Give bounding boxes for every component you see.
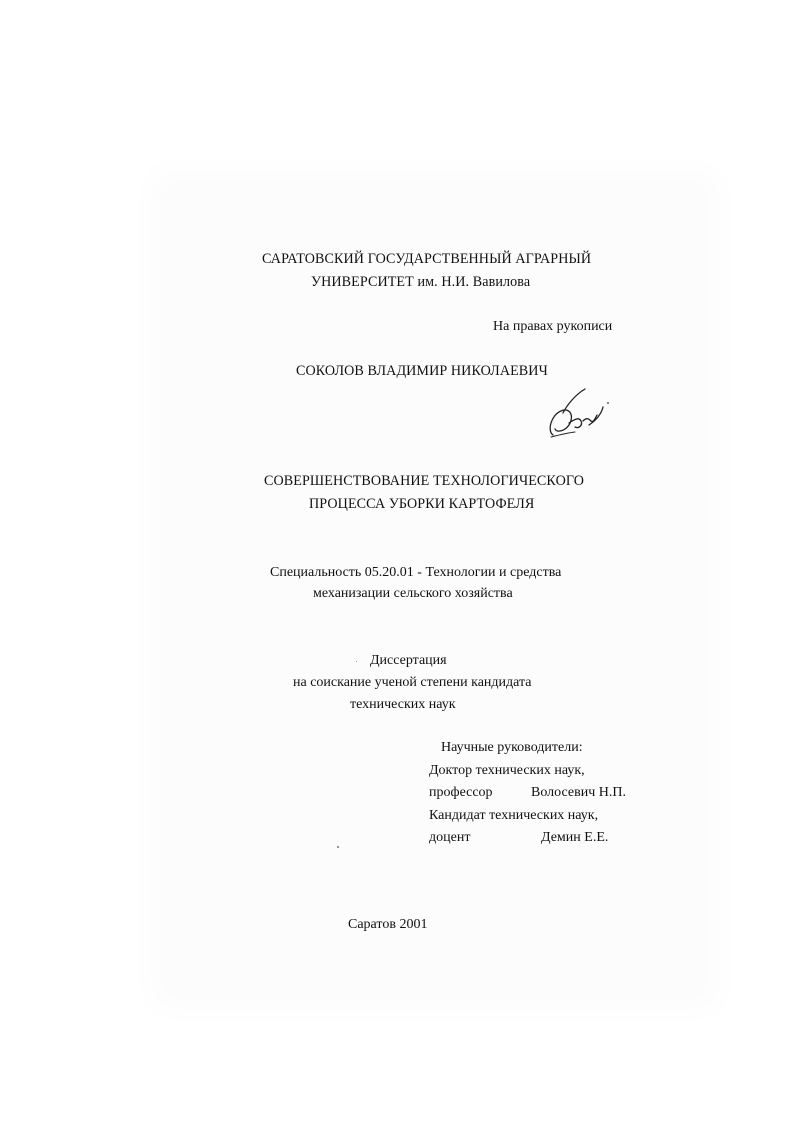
supervisor-1-degree: Доктор технических наук, (429, 763, 585, 778)
scan-speck (337, 846, 339, 848)
supervisor-1-name: Волосевич Н.П. (531, 785, 626, 800)
place-year: Саратов 2001 (348, 917, 428, 932)
specialty-line-2: механизации сельского хозяйства (313, 586, 513, 601)
specialty-line-1: Специальность 05.20.01 - Технологии и средства (270, 565, 562, 580)
thesis-title-line-2: ПРОЦЕССА УБОРКИ КАРТОФЕЛЯ (309, 496, 535, 512)
supervisor-2-rank: доцент (429, 830, 471, 845)
supervisor-2-name: Демин Е.Е. (541, 830, 609, 845)
signature-mark (545, 385, 615, 445)
institution-line-2: УНИВЕРСИТЕТ им. Н.И. Вавилова (311, 274, 531, 290)
author-name: СОКОЛОВ ВЛАДИМИР НИКОЛАЕВИЧ (296, 363, 548, 379)
manuscript-note: На правах рукописи (493, 319, 613, 334)
dissertation-degree: на соискание ученой степени кандидата (293, 675, 532, 690)
supervisor-2-degree: Кандидат технических наук, (429, 808, 599, 823)
scan-speck (356, 661, 357, 662)
institution-line-1: САРАТОВСКИЙ ГОСУДАРСТВЕННЫЙ АГРАРНЫЙ (262, 251, 592, 267)
dissertation-field: технических наук (350, 697, 456, 712)
dissertation-label: Диссертация (370, 653, 447, 668)
thesis-title-line-1: СОВЕРШЕНСТВОВАНИЕ ТЕХНОЛОГИЧЕСКОГО (264, 473, 585, 489)
supervisors-heading: Научные руководители: (441, 740, 583, 755)
supervisor-1-rank: профессор (429, 785, 493, 800)
